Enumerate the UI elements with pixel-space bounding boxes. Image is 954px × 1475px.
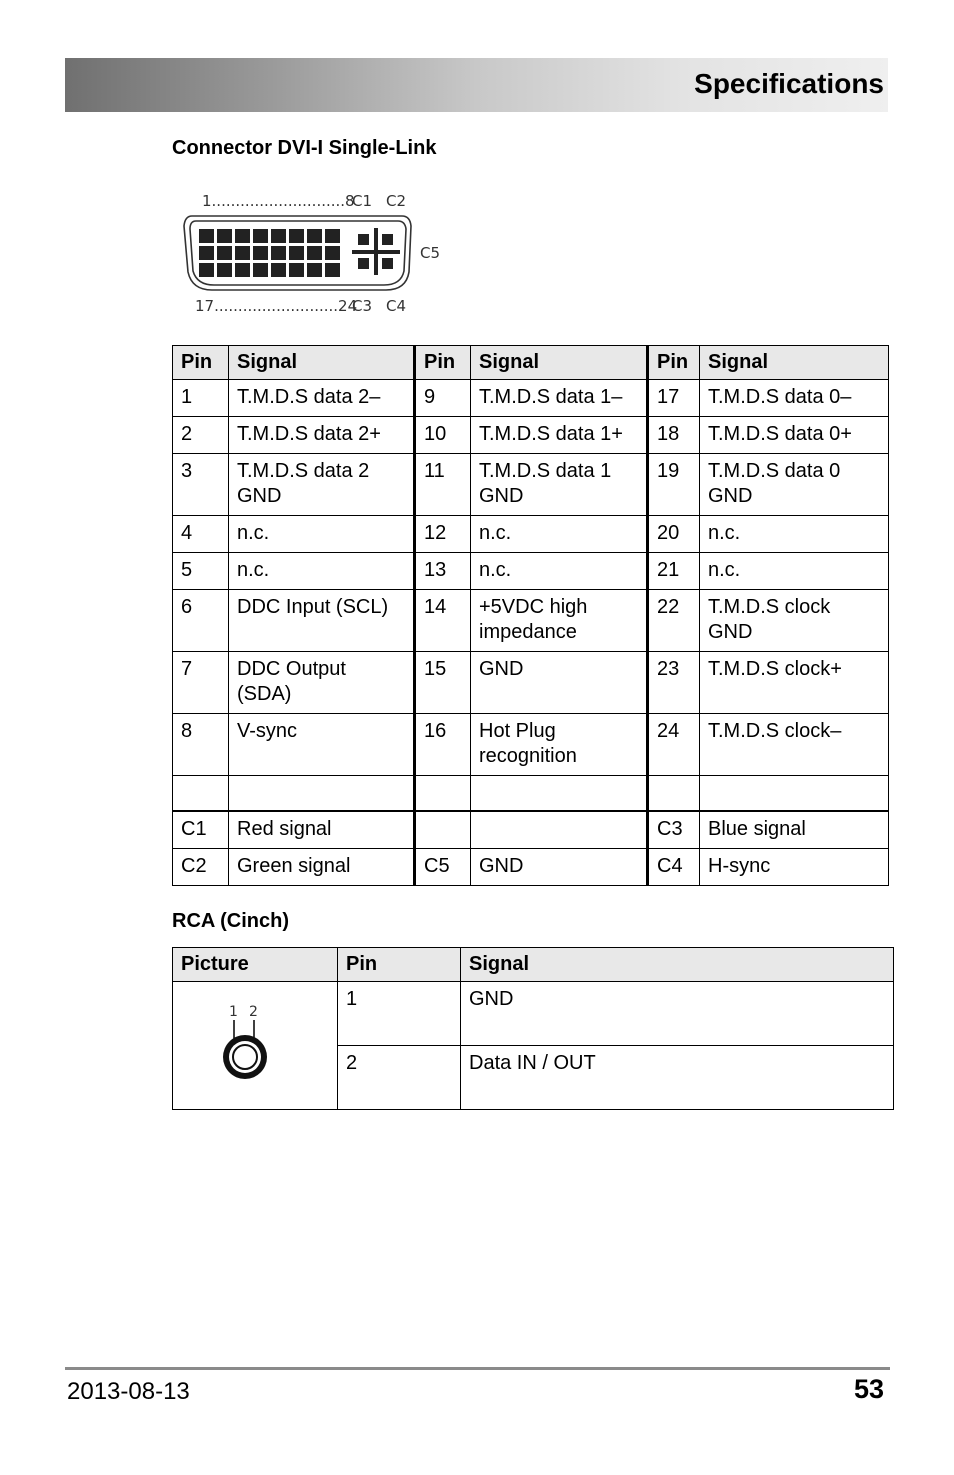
dvi-pin-c2 [382, 234, 393, 245]
dvi-pin-4 [253, 229, 268, 243]
rca-label-pin2: 2 [249, 1003, 258, 1020]
table-row [173, 982, 894, 1046]
dvi-signal-cell: T.M.D.S data 2– [229, 380, 415, 417]
col-header-picture: Picture [173, 948, 338, 982]
col-header-pin: Pin [648, 346, 700, 380]
dvi-signal-cell: T.M.D.S data 1– [471, 380, 648, 417]
dvi-pin-cell: 7 [173, 652, 229, 714]
dvi-pin-cell: 6 [173, 590, 229, 652]
dvi-pin-cell: 24 [648, 714, 700, 776]
dvi-signal-cell [471, 811, 648, 849]
dvi-pin-14 [289, 246, 304, 260]
table-row [173, 380, 889, 417]
dvi-pin-10 [217, 246, 232, 260]
col-header-signal: Signal [229, 346, 415, 380]
dvi-pin-cell: 8 [173, 714, 229, 776]
dvi-pin-17 [199, 263, 214, 277]
dvi-pin-cell: C4 [648, 848, 700, 885]
dvi-signal-cell: GND [471, 652, 648, 714]
dvi-signal-cell: n.c. [471, 516, 648, 553]
dvi-label-c4: C4 [386, 297, 407, 315]
dvi-label-top-pins: 1............................8 [202, 192, 355, 210]
rca-pin-table [172, 947, 894, 1110]
dvi-pin-21 [271, 263, 286, 277]
dvi-label-bottom-pins: 17..........................24 [195, 297, 358, 315]
dvi-pin-19 [235, 263, 250, 277]
dvi-label-c2: C2 [386, 192, 407, 210]
dvi-pin-cell: 5 [173, 553, 229, 590]
dvi-section-heading: Connector DVI-I Single-Link [172, 137, 437, 159]
dvi-pin-cell: 9 [415, 380, 471, 417]
dvi-pin-cell: 20 [648, 516, 700, 553]
table-row [173, 553, 889, 590]
dvi-label-c1: C1 [352, 192, 373, 210]
dvi-pin-24 [325, 263, 340, 277]
dvi-pin-grid [199, 229, 340, 277]
dvi-signal-cell: n.c. [229, 516, 415, 553]
dvi-signal-cell [700, 776, 889, 811]
dvi-pin-cell [173, 776, 229, 811]
dvi-pin-cell: 14 [415, 590, 471, 652]
dvi-signal-cell: GND [471, 848, 648, 885]
header-bar [65, 58, 888, 112]
dvi-signal-cell: T.M.D.S data 0+ [700, 417, 889, 454]
dvi-pin-1 [199, 229, 214, 243]
dvi-signal-cell: T.M.D.S clock– [700, 714, 889, 776]
dvi-signal-cell: n.c. [471, 553, 648, 590]
dvi-pin-cell: C5 [415, 848, 471, 885]
page-number: 53 [853, 1374, 884, 1404]
table-row [173, 776, 889, 811]
col-header-signal: Signal [461, 948, 894, 982]
dvi-signal-cell: n.c. [700, 553, 889, 590]
dvi-pin-cell: 16 [415, 714, 471, 776]
dvi-connector-figure [180, 186, 460, 318]
dvi-pin-c5-horizontal [352, 250, 400, 254]
dvi-signal-cell: T.M.D.S data 0– [700, 380, 889, 417]
dvi-pin-cell: 22 [648, 590, 700, 652]
dvi-pin-cell: 10 [415, 417, 471, 454]
dvi-pin-cell: C3 [648, 811, 700, 849]
table-row [173, 714, 889, 776]
dvi-pin-8 [325, 229, 340, 243]
dvi-pin-cell [415, 811, 471, 849]
footer-divider [65, 1367, 890, 1370]
rca-signal: GND [461, 982, 894, 1046]
rca-section-heading: RCA (Cinch) [172, 910, 290, 932]
dvi-label-c3: C3 [352, 297, 373, 315]
dvi-pin-23 [307, 263, 322, 277]
dvi-label-c5: C5 [420, 244, 441, 262]
table-row [173, 516, 889, 553]
dvi-pin-cell: 15 [415, 652, 471, 714]
dvi-pin-3 [235, 229, 250, 243]
dvi-signal-cell: Hot Plug recognition [471, 714, 648, 776]
dvi-pin-cell: 13 [415, 553, 471, 590]
dvi-pin-cell: 21 [648, 553, 700, 590]
dvi-pin-6 [289, 229, 304, 243]
dvi-signal-cell: Red signal [229, 811, 415, 849]
col-header-signal: Signal [700, 346, 889, 380]
dvi-signal-cell [471, 776, 648, 811]
dvi-table-header [173, 346, 889, 380]
col-header-signal: Signal [471, 346, 648, 380]
dvi-pin-cell: 19 [648, 454, 700, 516]
dvi-pin-cell: 4 [173, 516, 229, 553]
rca-picture-cell [173, 982, 338, 1110]
dvi-pin-cell: 12 [415, 516, 471, 553]
footer-date: 2013-08-13 [67, 1378, 190, 1405]
dvi-signal-cell: T.M.D.S data 1+ [471, 417, 648, 454]
col-header-pin: Pin [338, 948, 461, 982]
table-row [173, 811, 889, 849]
rca-pin: 1 [338, 982, 461, 1046]
dvi-pin-c3 [358, 258, 369, 269]
table-row [173, 454, 889, 516]
dvi-pin-cell [415, 776, 471, 811]
dvi-pin-cell: C1 [173, 811, 229, 849]
dvi-pin-16 [325, 246, 340, 260]
dvi-pin-7 [307, 229, 322, 243]
table-row [173, 417, 889, 454]
dvi-pin-table [172, 345, 889, 886]
dvi-signal-cell: T.M.D.S clock+ [700, 652, 889, 714]
dvi-pin-15 [307, 246, 322, 260]
dvi-signal-cell: Green signal [229, 848, 415, 885]
col-header-pin: Pin [415, 346, 471, 380]
dvi-pin-cell: 1 [173, 380, 229, 417]
dvi-connector-diagram [180, 186, 460, 318]
table-row [173, 590, 889, 652]
table-row [173, 848, 889, 885]
dvi-pin-2 [217, 229, 232, 243]
rca-signal: Data IN / OUT [461, 1046, 894, 1110]
dvi-pin-13 [271, 246, 286, 260]
dvi-pin-11 [235, 246, 250, 260]
dvi-pin-12 [253, 246, 268, 260]
dvi-signal-cell: H-sync [700, 848, 889, 885]
dvi-pin-cell: 18 [648, 417, 700, 454]
dvi-signal-cell: V-sync [229, 714, 415, 776]
col-header-pin: Pin [173, 346, 229, 380]
dvi-signal-cell: T.M.D.S data 0 GND [700, 454, 889, 516]
dvi-signal-cell: T.M.D.S data 2 GND [229, 454, 415, 516]
dvi-signal-cell: T.M.D.S clock GND [700, 590, 889, 652]
dvi-pin-cell [648, 776, 700, 811]
dvi-pin-20 [253, 263, 268, 277]
dvi-pin-18 [217, 263, 232, 277]
dvi-signal-cell: n.c. [700, 516, 889, 553]
dvi-signal-cell [229, 776, 415, 811]
page-title: Specifications [694, 68, 884, 99]
dvi-pin-cell: C2 [173, 848, 229, 885]
dvi-pin-5 [271, 229, 286, 243]
rca-label-pin1: 1 [229, 1003, 238, 1020]
dvi-pin-cell: 11 [415, 454, 471, 516]
dvi-signal-cell: DDC Input (SCL) [229, 590, 415, 652]
dvi-signal-cell: Blue signal [700, 811, 889, 849]
rca-table-header [173, 948, 894, 982]
dvi-signal-cell: T.M.D.S data 2+ [229, 417, 415, 454]
dvi-signal-cell: +5VDC high impedance [471, 590, 648, 652]
dvi-pin-22 [289, 263, 304, 277]
table-row [173, 652, 889, 714]
dvi-pin-cell: 17 [648, 380, 700, 417]
dvi-signal-cell: n.c. [229, 553, 415, 590]
dvi-pin-9 [199, 246, 214, 260]
dvi-signal-cell: DDC Output (SDA) [229, 652, 415, 714]
dvi-signal-cell: T.M.D.S data 1 GND [471, 454, 648, 516]
dvi-pin-cell: 3 [173, 454, 229, 516]
dvi-pin-cell: 2 [173, 417, 229, 454]
rca-pin: 2 [338, 1046, 461, 1110]
dvi-pin-c4 [382, 258, 393, 269]
dvi-pin-cell: 23 [648, 652, 700, 714]
dvi-pin-c1 [358, 234, 369, 245]
rca-connector-icon [220, 1002, 290, 1082]
